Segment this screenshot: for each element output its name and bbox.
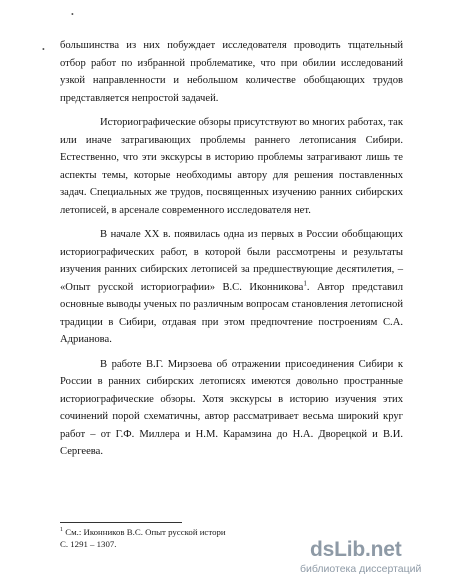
footnote-text: См.: Иконников В.С. Опыт русской истори: [63, 527, 226, 537]
margin-mark: •: [42, 45, 45, 54]
paragraph-3-text-b: . Автор представил основные выводы ученых по различным вопросам становления летописной традиции в Сибири, отдавая при этом предпочтение построениям С.А. Адрианова.: [60, 281, 403, 345]
footnote-line-2: С. 1291 – 1307.: [60, 539, 117, 549]
paragraph-3-text-a: В начале XX в. появилась одна из первых в России обобщающих историографических работ, в которой были рассмотрены и результаты изучения ранних сибирских летописей за предшествующие десятилетия, – «Опыт русской историографии» В.С. Иконникова: [60, 229, 403, 293]
top-mark: •: [71, 10, 74, 19]
watermark-subtitle: библиотека диссертаций: [300, 563, 422, 575]
watermark: [298, 538, 448, 576]
paragraph-3: [60, 226, 403, 349]
footnote-line-1: [60, 526, 290, 538]
footnote: [60, 526, 290, 550]
footnote-divider: [60, 522, 182, 523]
footnote-number: 1: [60, 527, 63, 534]
paragraph-2: Историографические обзоры присутствуют во многих работах, так или иначе затрагивающих проблемы раннего летописания Сибири. Естественно, что эти экскурсы в историю проблемы затрагивают лишь те аспекты темы, которые необходимы автору для решения поставленных задач. Специальных же трудов, посвященных изучению ранних сибирских летописей, в арсенале современного исследователя нет.: [60, 117, 403, 216]
footnote-reference[interactable]: 1: [303, 278, 307, 287]
body-text: [60, 37, 403, 468]
paragraph-4: В работе В.Г. Мирзоева об отражении присоединения Сибири к России в ранних сибирских летописях имеются довольно пространные историографические обзоры. Хотя экскурсы в историю изучения этих сочинений порой схематичны, автор рассматривает весьма широкий круг работ – от Г.Ф. Миллера и Н.М. Карамзина до Н.А. Дворецкой и В.И. Сергеева.: [60, 358, 403, 457]
watermark-logo: dsLib.net: [310, 538, 402, 561]
paragraph-1: большинства из них побуждает исследователя проводить тщательный отбор работ по избранной проблематике, что при обилии исследований узкой направленности и небольшом количестве обобщающих трудов представляется непростой задачей.: [60, 40, 403, 104]
